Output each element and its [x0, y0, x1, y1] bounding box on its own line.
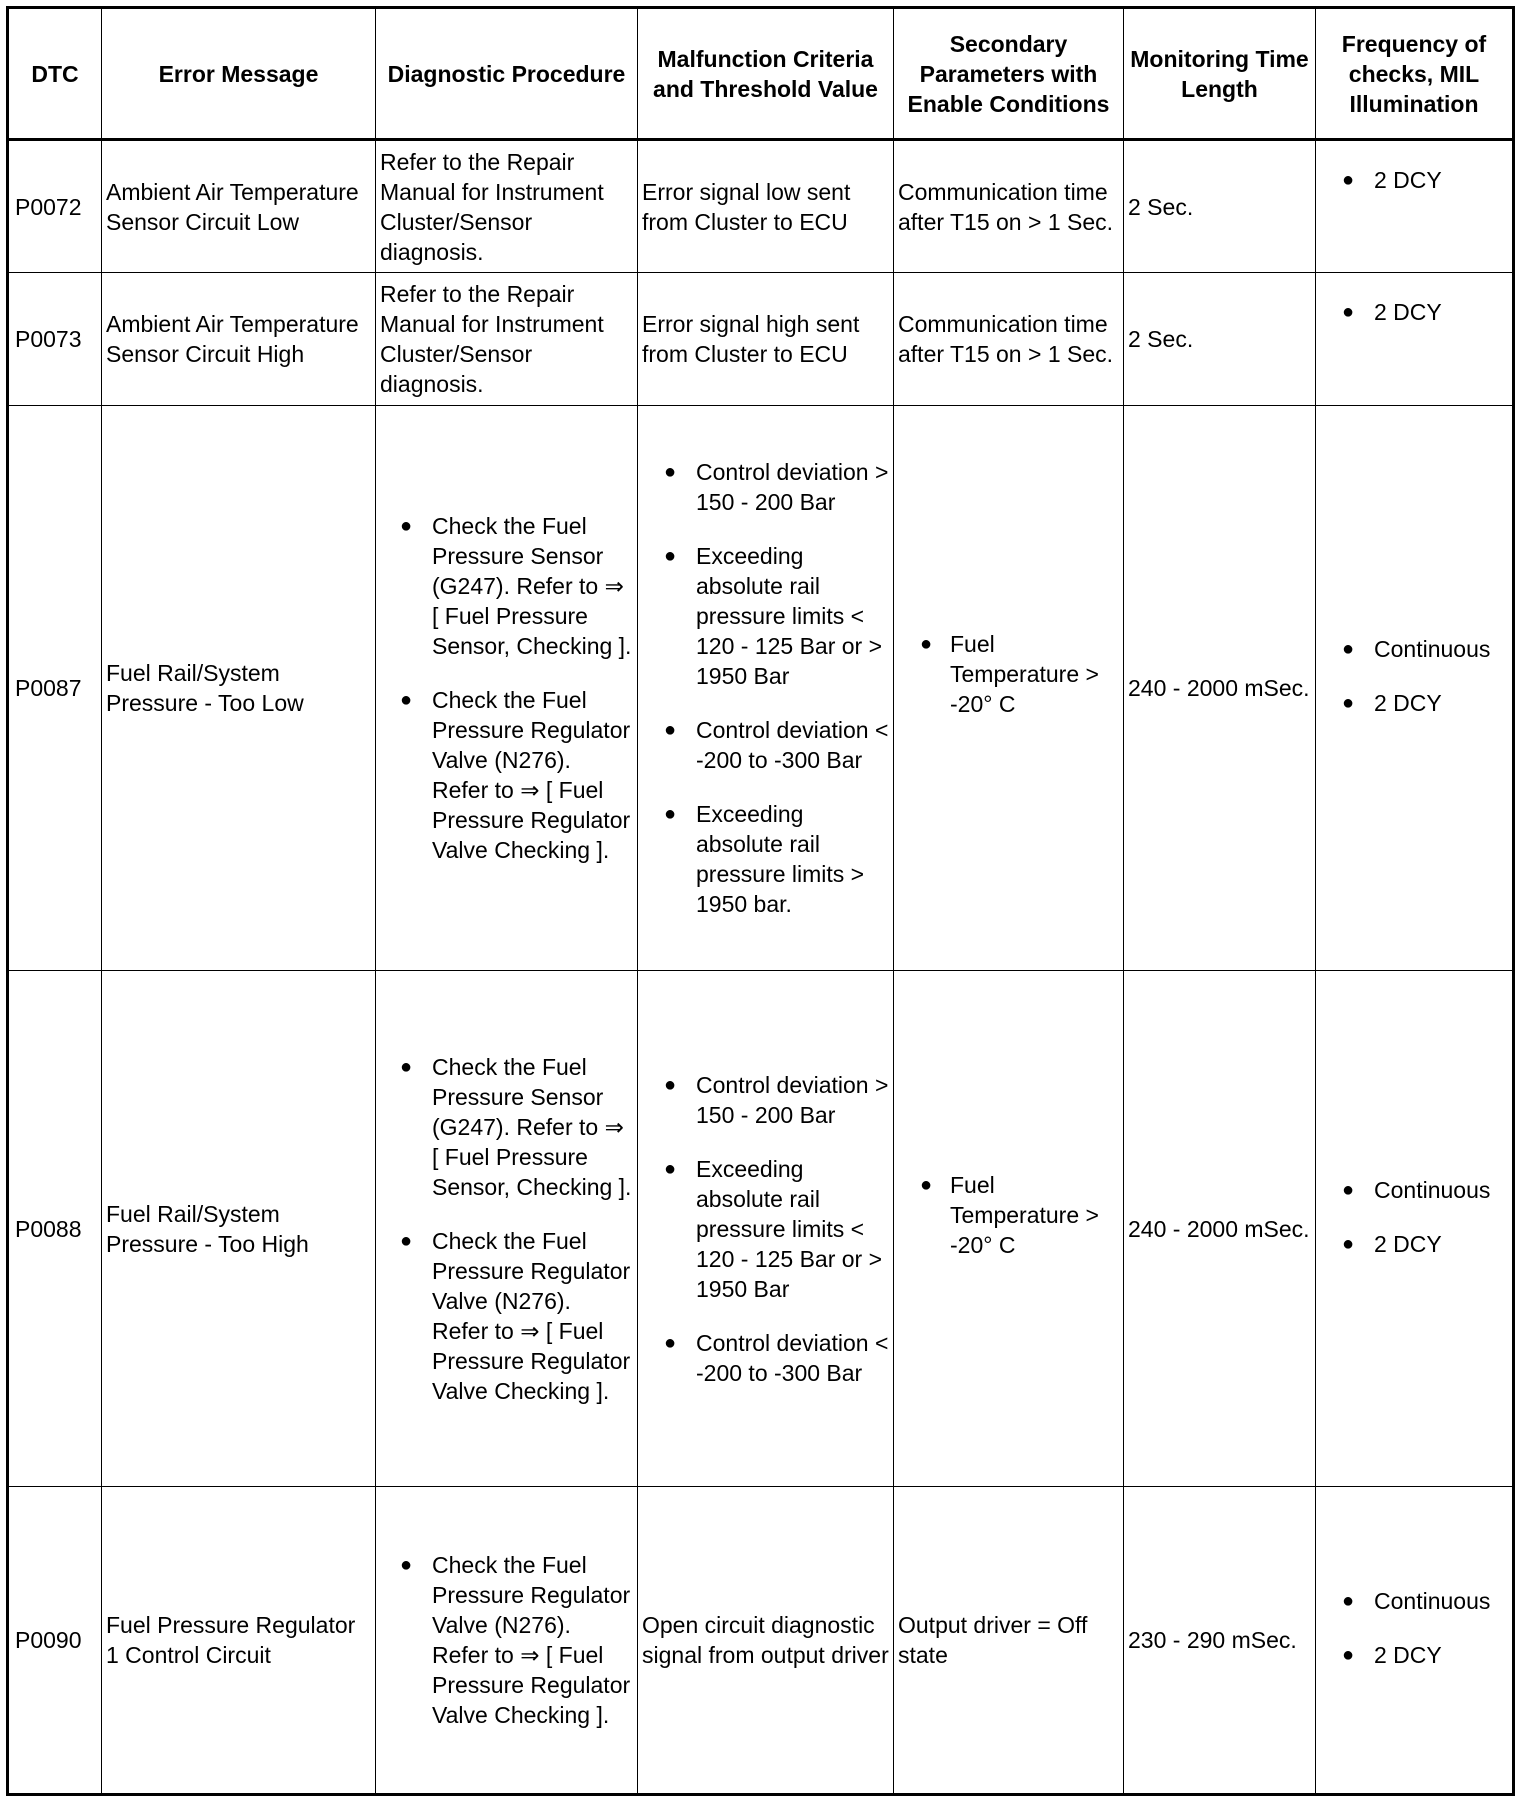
list-item: ● Fuel Temperature > -20° C: [920, 1171, 1099, 1258]
list-item: ● 2 DCY: [1342, 167, 1442, 193]
list-item: ● Check the Fuel Pressure Sensor (G247). Refer to ⇒ [ Fuel Pressure Sensor, Checking ].: [400, 513, 632, 659]
bullet-icon: ●: [1342, 1178, 1355, 1201]
list-item: ● Continuous: [1342, 1176, 1491, 1203]
bullet-icon: ●: [1342, 638, 1355, 660]
bullet-icon: ●: [664, 545, 677, 567]
list-item: ● Control deviation < -200 to -300 Bar: [664, 717, 889, 773]
frequency-cell: [1316, 273, 1514, 406]
table-row: [8, 273, 1514, 406]
header-malfunction-criteria: Malfunction Criteria and Threshold Value: [638, 8, 894, 140]
bullet-icon: ●: [1342, 1590, 1355, 1612]
bullet-icon: ●: [1342, 1232, 1355, 1255]
bullet-icon: ●: [400, 515, 413, 537]
malfunction-criteria: [638, 971, 894, 1487]
bullet-icon: ●: [664, 719, 677, 741]
list-item: ● Control deviation > 150 - 200 Bar: [664, 1071, 889, 1128]
secondary-parameters: Communication time after T15 on > 1 Sec.: [894, 140, 1124, 273]
dtc-table: [6, 6, 1515, 1796]
monitoring-time: 240 - 2000 mSec.: [1124, 971, 1316, 1487]
table-row: [8, 406, 1514, 971]
list-item: ● Continuous: [1342, 1588, 1491, 1614]
bullet-icon: ●: [664, 1331, 677, 1354]
diagnostic-procedure: Refer to the Repair Manual for Instrument Cluster/Sensor diagnosis.: [376, 140, 638, 273]
bullet-icon: ●: [400, 689, 413, 711]
malfunction-criteria: Error signal high sent from Cluster to ECU: [638, 273, 894, 406]
bullet-icon: ●: [400, 1554, 413, 1576]
diagnostic-procedure: [376, 1487, 638, 1795]
table-row: [8, 1487, 1514, 1795]
table-row: [8, 140, 1514, 273]
bullet-icon: ●: [1342, 1644, 1355, 1666]
list-item: ● Check the Fuel Pressure Regulator Valve (N276). Refer to ⇒ [ Fuel Pressure Regulator Valve Checking ].: [400, 1227, 631, 1404]
header-secondary-parameters: Secondary Parameters with Enable Conditions: [894, 8, 1124, 140]
error-message: Fuel Rail/System Pressure - Too High: [102, 971, 376, 1487]
dtc-code: P0088: [8, 971, 102, 1487]
secondary-parameters: [894, 971, 1124, 1487]
list-item: ● 2 DCY: [1342, 299, 1442, 325]
diagnostic-procedure: [376, 971, 638, 1487]
dtc-code: P0072: [8, 140, 102, 273]
monitoring-time: 230 - 290 mSec.: [1124, 1487, 1316, 1795]
list-item: ● Fuel Temperature > -20° C: [920, 631, 1099, 717]
monitoring-time: 2 Sec.: [1124, 140, 1316, 273]
dtc-code: P0087: [8, 406, 102, 971]
dtc-code: P0090: [8, 1487, 102, 1795]
bullet-icon: ●: [664, 1157, 677, 1180]
list-item: ● Check the Fuel Pressure Sensor (G247). Refer to ⇒ [ Fuel Pressure Sensor, Checking ].: [400, 1053, 632, 1200]
bullet-icon: ●: [920, 633, 933, 655]
frequency-cell: [1316, 140, 1514, 273]
list-item: ● 2 DCY: [1342, 1230, 1442, 1257]
malfunction-criteria: Open circuit diagnostic signal from output driver: [638, 1487, 894, 1795]
list-item: ● Check the Fuel Pressure Regulator Valve (N276). Refer to ⇒ [ Fuel Pressure Regulator Valve Checking ].: [400, 1552, 631, 1728]
monitoring-time: 240 - 2000 mSec.: [1124, 406, 1316, 971]
bullet-icon: ●: [664, 803, 677, 825]
list-item: ● Control deviation > 150 - 200 Bar: [664, 459, 889, 515]
malfunction-criteria: Error signal low sent from Cluster to ECU: [638, 140, 894, 273]
frequency-cell: [1316, 1487, 1514, 1795]
bullet-icon: ●: [400, 1229, 413, 1252]
malfunction-criteria: [638, 406, 894, 971]
header-dtc: DTC: [8, 8, 102, 140]
list-item: ● 2 DCY: [1342, 1642, 1442, 1668]
header-frequency: Frequency of checks, MIL Illumination: [1316, 8, 1514, 140]
bullet-icon: ●: [920, 1173, 933, 1196]
table-row: [8, 971, 1514, 1487]
secondary-parameters: Output driver = Off state: [894, 1487, 1124, 1795]
bullet-icon: ●: [1342, 301, 1355, 323]
frequency-cell: [1316, 971, 1514, 1487]
dtc-code: P0073: [8, 273, 102, 406]
monitoring-time: 2 Sec.: [1124, 273, 1316, 406]
diagnostic-procedure: Refer to the Repair Manual for Instrument Cluster/Sensor diagnosis.: [376, 273, 638, 406]
error-message: Fuel Rail/System Pressure - Too Low: [102, 406, 376, 971]
bullet-icon: ●: [664, 461, 677, 483]
diagnostic-procedure: [376, 406, 638, 971]
frequency-cell: [1316, 406, 1514, 971]
list-item: ● Continuous: [1342, 636, 1491, 662]
list-item: ● Exceeding absolute rail pressure limits > 1950 bar.: [664, 801, 865, 917]
secondary-parameters: Communication time after T15 on > 1 Sec.: [894, 273, 1124, 406]
list-item: ● Exceeding absolute rail pressure limits < 120 - 125 Bar or > 1950 Bar: [664, 1155, 883, 1302]
error-message: Fuel Pressure Regulator 1 Control Circuit: [102, 1487, 376, 1795]
header-monitoring-time: Monitoring Time Length: [1124, 8, 1316, 140]
list-item: ● 2 DCY: [1342, 690, 1442, 716]
header-row: [8, 8, 1514, 140]
bullet-icon: ●: [400, 1055, 413, 1078]
header-diagnostic-procedure: Diagnostic Procedure: [376, 8, 638, 140]
list-item: ● Control deviation < -200 to -300 Bar: [664, 1329, 889, 1386]
list-item: ● Exceeding absolute rail pressure limits < 120 - 125 Bar or > 1950 Bar: [664, 543, 883, 689]
secondary-parameters: [894, 406, 1124, 971]
bullet-icon: ●: [664, 1073, 677, 1096]
bullet-icon: ●: [1342, 169, 1355, 191]
error-message: Ambient Air Temperature Sensor Circuit Low: [102, 140, 376, 273]
header-error-message: Error Message: [102, 8, 376, 140]
bullet-icon: ●: [1342, 692, 1355, 714]
error-message: Ambient Air Temperature Sensor Circuit High: [102, 273, 376, 406]
list-item: ● Check the Fuel Pressure Regulator Valve (N276). Refer to ⇒ [ Fuel Pressure Regulator Valve Checking ].: [400, 687, 631, 863]
